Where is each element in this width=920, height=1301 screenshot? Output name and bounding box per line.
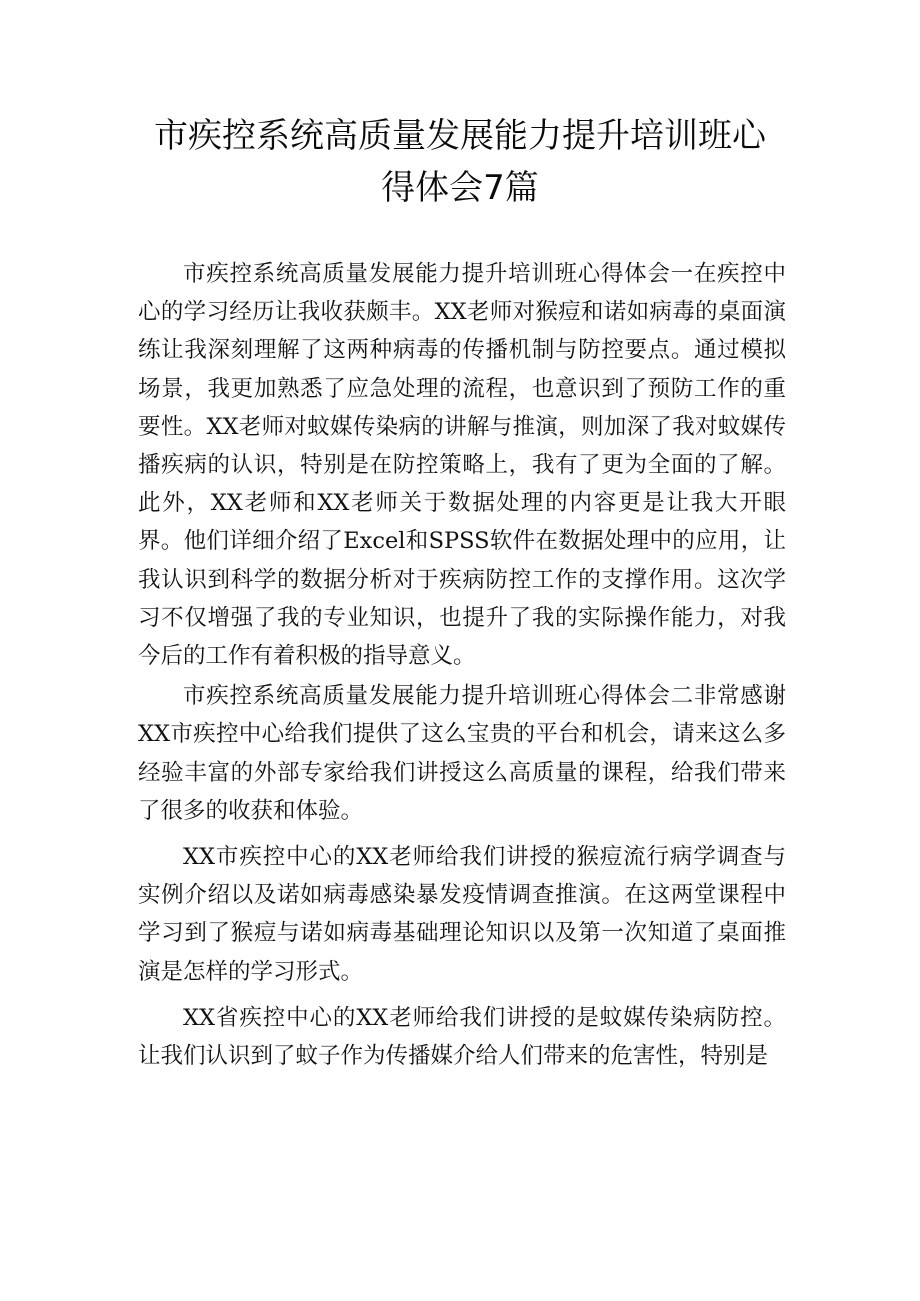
document-body (138, 255, 786, 1075)
document-title (0, 110, 920, 214)
paragraph-4: XX省疾控中心的XX老师给我们讲授的是蚊媒传染病防控。让我们认识到了蚊子作为传播媒介给人们带来的危害性，特别是 (138, 1004, 786, 1070)
paragraph-1: 市疾控系统高质量发展能力提升培训班心得体会一在疾控中心的学习经历让我收获颇丰。XX老师对猴痘和诺如病毒的桌面演练让我深刻理解了这两种病毒的传播机制与防控要点。通过模拟场景，我更加熟悉了应急处理的流程，也意识到了预防工作的重要性。XX老师对蚊媒传染病的讲解与推演，则加深了我对蚊媒传播疾病的认识，特别是在防控策略上，我有了更为全面的了解。此外，XX老师和XX老师关于数据处理的内容更是让我大开眼界。他们详细介绍了Excel和SPSS软件在数据处理中的应用，让我认识到科学的数据分析对于疾病防控工作的支撑作用。这次学习不仅增强了我的专业知识，也提升了我的实际操作能力，对我今后的工作有着积极的指导意义。 (138, 261, 786, 670)
paragraph-3: XX市疾控中心的XX老师给我们讲授的猴痘流行病学调查与实例介绍以及诺如病毒感染暴发疫情调查推演。在这两堂课程中学习到了猴痘与诺如病毒基础理论知识以及第一次知道了桌面推演是怎样的学习形式。 (138, 844, 786, 985)
paragraph-2: 市疾控系统高质量发展能力提升培训班心得体会二非常感谢XX市疾控中心给我们提供了这么宝贵的平台和机会，请来这么多经验丰富的外部专家给我们讲授这么高质量的课程，给我们带来了很多的收获和体验。 (138, 683, 786, 824)
title-line-2: 得体会7篇 (381, 168, 539, 208)
title-line-1: 市疾控系统高质量发展能力提升培训班心 (154, 116, 766, 156)
